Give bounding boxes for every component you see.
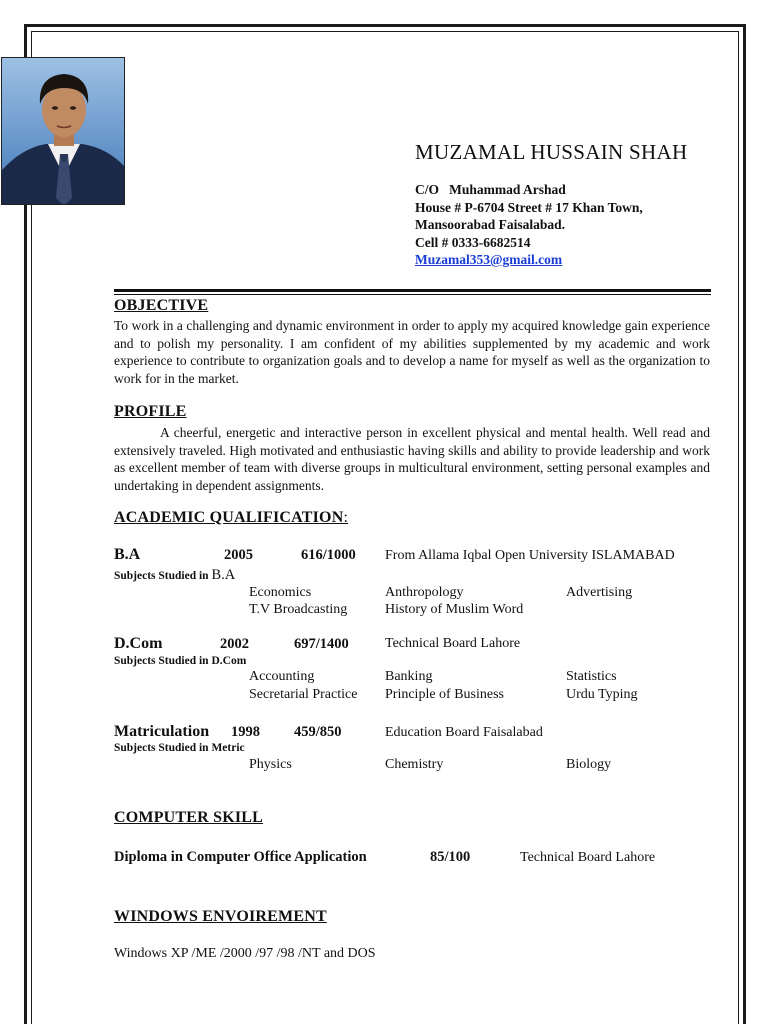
- computer-skill-heading: COMPUTER SKILL: [114, 809, 264, 826]
- academic-heading-colon: :: [343, 509, 349, 526]
- subject-item: Accounting: [249, 669, 315, 684]
- address-line-2: Mansoorabad Faisalabad.: [415, 217, 566, 232]
- contact-block: [415, 181, 643, 269]
- matric-marks: 459/850: [294, 724, 342, 740]
- matric-institution: Education Board Faisalabad: [385, 725, 543, 740]
- header-divider-thin: [114, 294, 711, 295]
- computer-diploma-marks: 85/100: [430, 849, 471, 865]
- computer-diploma-board: Technical Board Lahore: [520, 850, 656, 865]
- subject-item: Urdu Typing: [566, 687, 638, 702]
- subject-item: T.V Broadcasting: [249, 602, 348, 617]
- dcom-year: 2002: [220, 636, 249, 652]
- ba-year: 2005: [224, 547, 253, 563]
- windows-heading: WINDOWS ENVOIREMENT: [114, 908, 327, 925]
- subject-item: Principle of Business: [385, 687, 504, 702]
- care-of-line: C/O Muhammad Arshad: [415, 182, 566, 197]
- ba-degree: B.A: [114, 546, 141, 563]
- ba-institution: From Allama Iqbal Open University ISLAMABAD: [385, 548, 675, 563]
- subject-item: Banking: [385, 669, 433, 684]
- subject-item: Economics: [249, 585, 312, 600]
- address-line-1: House # P-6704 Street # 17 Khan Town,: [415, 199, 643, 215]
- header-divider-thick: [114, 289, 711, 292]
- subject-item: Chemistry: [385, 757, 444, 772]
- ba-subjects-label-degree: B.A: [211, 567, 236, 583]
- profile-photo: [1, 57, 125, 205]
- profile-heading: PROFILE: [114, 403, 187, 420]
- dcom-subjects-label: Subjects Studied in D.Com: [114, 655, 247, 667]
- ba-subjects-label: [114, 567, 235, 584]
- subject-item: Secretarial Practice: [249, 687, 358, 702]
- computer-diploma: Diploma in Computer Office Application: [114, 849, 367, 865]
- dcom-degree: D.Com: [114, 635, 163, 652]
- windows-text: Windows XP /ME /2000 /97 /98 /NT and DOS: [114, 946, 376, 961]
- profile-text: A cheerful, energetic and interactive person in excellent physical and mental health. Well read and extensively traveled. High motivated and enthusiastic having skills and ability to provide leadership and work as excellent member of team with diverse groups in multicultural environment, setting personal examples and undertaking in dependent assignments.: [114, 425, 710, 493]
- page-border-inner: [31, 31, 739, 1024]
- academic-heading: [114, 509, 348, 527]
- dcom-institution: Technical Board Lahore: [385, 636, 521, 651]
- subject-item: Biology: [566, 757, 612, 772]
- matric-year: 1998: [231, 724, 260, 740]
- cell-number: Cell # 0333-6682514: [415, 234, 531, 250]
- academic-heading-label: ACADEMIC QUALIFICATION: [114, 509, 344, 526]
- subject-item: Physics: [249, 757, 292, 772]
- ba-marks: 616/1000: [301, 547, 356, 563]
- objective-heading: OBJECTIVE: [114, 297, 209, 314]
- subject-item: History of Muslim Word: [385, 602, 524, 617]
- ba-subjects-label-text: Subjects Studied in: [114, 570, 212, 582]
- subject-item: Statistics: [566, 669, 617, 684]
- matric-subjects-label: Subjects Studied in Metric: [114, 742, 245, 754]
- candidate-name: MUZAMAL HUSSAIN SHAH: [415, 140, 688, 164]
- subject-item: Advertising: [566, 585, 633, 600]
- objective-text: To work in a challenging and dynamic environment in order to apply my acquired knowledge gain experience and to polish my personality. I am confident of my abilities supplemented by my academic and work experience to contribute to organization goals and to develop a name for myself as well as the organization to work for in the market.: [114, 318, 710, 386]
- subject-item: Anthropology: [385, 585, 464, 600]
- email-link[interactable]: Muzamal353@gmail.com: [415, 252, 563, 267]
- matric-degree: Matriculation: [114, 723, 210, 740]
- dcom-marks: 697/1400: [294, 636, 349, 652]
